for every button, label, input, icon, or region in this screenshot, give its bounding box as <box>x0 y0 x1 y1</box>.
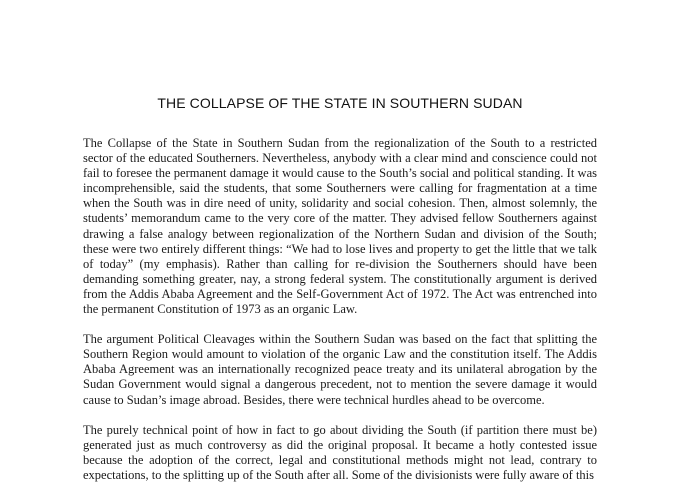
paragraph-1: The Collapse of the State in Southern Sudan from the regionalization of the South to a restricted sector of the educated Southerners. Nevertheless, anybody with a clear mind and conscience could not fail to foresee the permanent damage it would cause to the South’s social and political standing. It was incomprehensible, said the students, that some Southerners were calling for fragmentation at a time when the South was in dire need of unity, solidarity and social cohesion. Then, almost solemnly, the students’ memorandum came to the very core of the matter. They advised fellow Southerners against drawing a false analogy between regionalization of the Northern Sudan and division of the South; these were two entirely different things: “We had to lose lives and property to get the little that we talk of today” (my emphasis). Rather than calling for re-division the Southerners should have been demanding something greater, nay, a strong federal system. The constitutionally argument is derived from the Addis Ababa Agreement and the Self-Government Act of 1972. The Act was entrenched into the permanent Constitution of 1973 as an organic Law. <box>83 136 597 317</box>
document-title: THE COLLAPSE OF THE STATE IN SOUTHERN SUDAN <box>157 95 523 111</box>
paragraph-3: The purely technical point of how in fact to go about dividing the South (if partition there must be) generated just as much controversy as did the original proposal. It became a hotly contested issue because the adoption of the correct, legal and constitutional methods might not lead, contrary to expectations, to the splitting up of the South after all. Some of the divisionists were fully aware of this <box>83 422 597 482</box>
document-body <box>83 136 597 498</box>
paragraph-2: The argument Political Cleavages within the Southern Sudan was based on the fact that splitting the Southern Region would amount to violation of the organic Law and the constitution itself. The Addis Ababa Agreement was an internationally recognized peace treaty and its unilateral abrogation by the Sudan Government would signal a dangerous precedent, not to mention the severe damage it would cause to Sudan’s image abroad. Besides, there were technical hurdles ahead to be overcome. <box>83 332 597 407</box>
